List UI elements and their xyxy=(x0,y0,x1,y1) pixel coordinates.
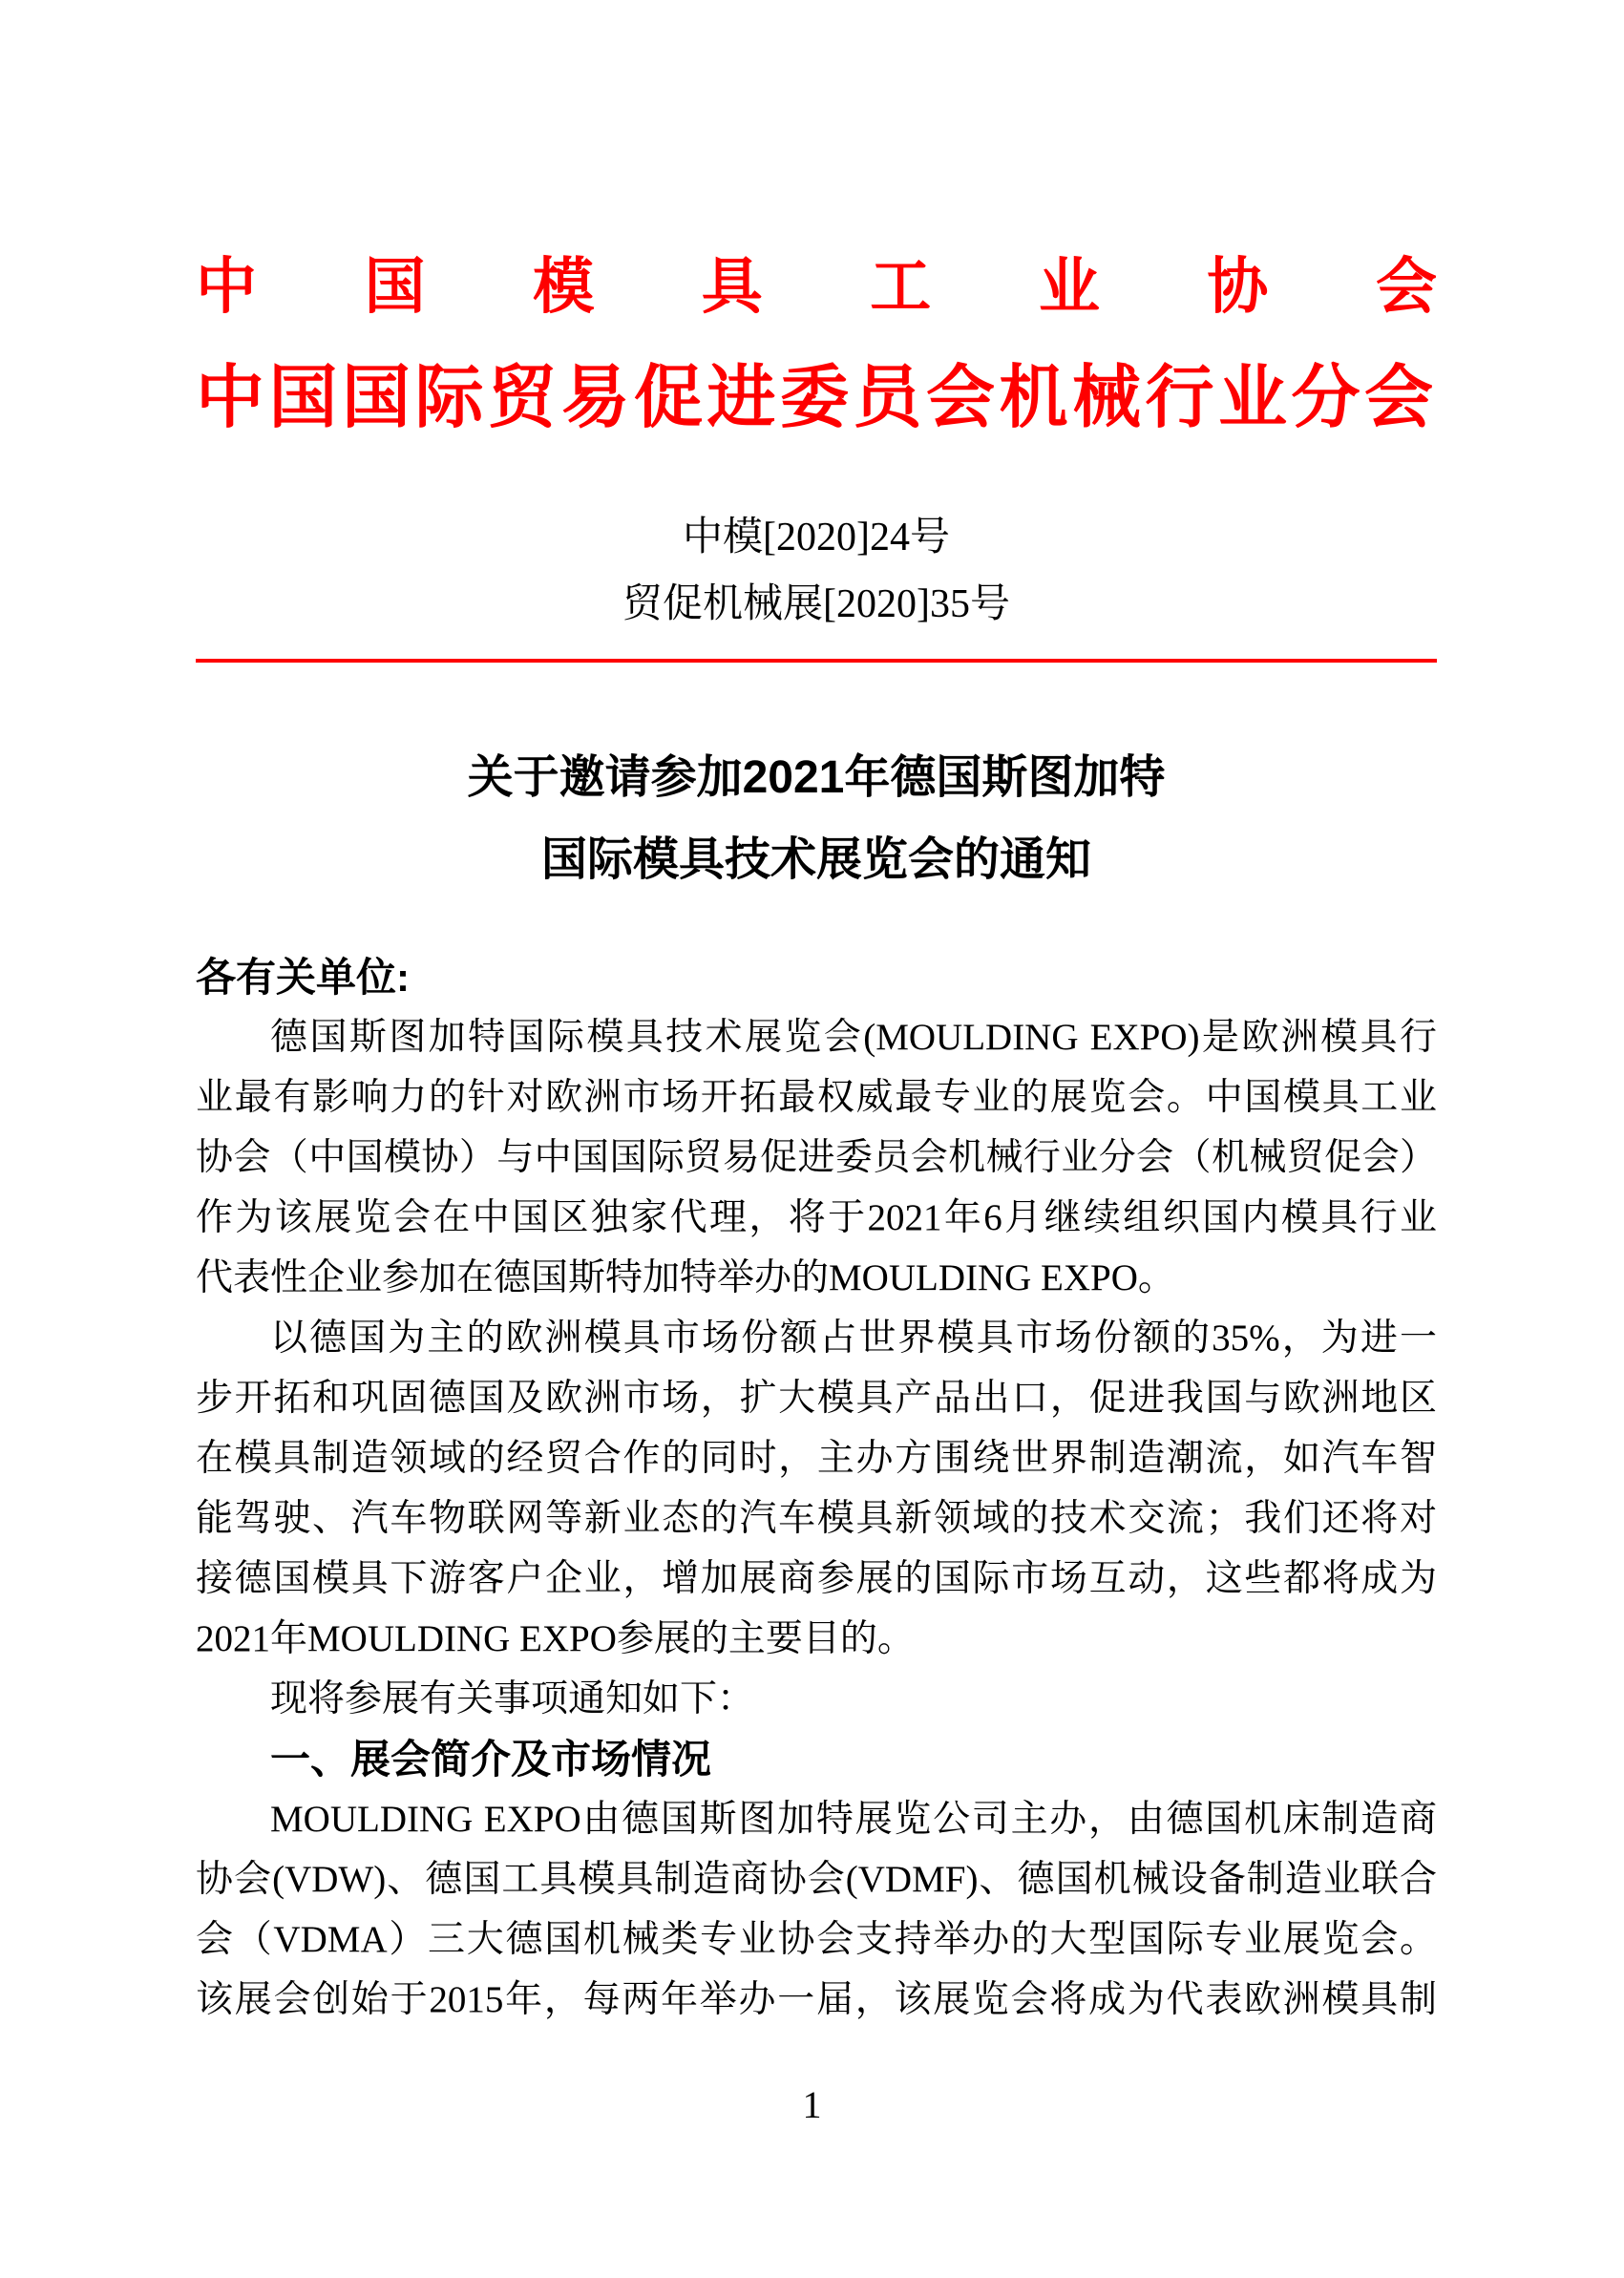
salutation: 各有关单位: xyxy=(196,955,410,1000)
page-number: 1 xyxy=(802,2083,822,2126)
body-line: 接德国模具下游客户企业，增加展商参展的国际市场互动，这些都将成为 xyxy=(196,1558,1437,1599)
body-line: 协会（中国模协）与中国国际贸易促进委员会机械行业分会（机械贸促会） xyxy=(196,1137,1437,1178)
body-line: 作为该展览会在中国区独家代理，将于2021年6月继续组织国内模具行业 xyxy=(196,1197,1437,1238)
body-line: 会（VDMA）三大德国机械类专业协会支持举办的大型国际专业展览会。 xyxy=(196,1919,1437,1960)
title-line-2: 国际模具技术展览会的通知 xyxy=(540,834,1091,885)
doc-number-2: 贸促机械展[2020]35号 xyxy=(622,582,1010,626)
doc-number-1: 中模[2020]24号 xyxy=(683,516,950,559)
body-line: 在模具制造领域的经贸合作的同时，主办方围绕世界制造潮流，如汽车智 xyxy=(196,1438,1437,1479)
letterhead-line-2: 中国国际贸易促进委员会机械行业分会 xyxy=(196,360,1437,436)
document-content xyxy=(196,250,1437,2030)
red-divider-rule xyxy=(196,659,1437,663)
body-line: 代表性企业参加在德国斯特加特举办的MOULDING EXPO。 xyxy=(196,1257,1175,1298)
body-line: 现将参展有关事项通知如下： xyxy=(270,1678,755,1719)
letterhead-line-1: 中 国 模 具 工 业 协 会 xyxy=(196,253,1437,321)
body-line: 步开拓和巩固德国及欧洲市场，扩大模具产品出口，促进我国与欧洲地区 xyxy=(196,1378,1437,1419)
doc-numbers xyxy=(196,504,1437,638)
body-line: 该展会创始于2015年，每两年举办一届，该展览会将成为代表欧洲模具制 xyxy=(196,1979,1437,2020)
section-heading: 一、展会简介及市场情况 xyxy=(270,1737,712,1782)
body-line: 德国斯图加特国际模具技术展览会(MOULDING EXPO)是欧洲模具行 xyxy=(270,1017,1437,1058)
body-line: MOULDING EXPO由德国斯图加特展览公司主办，由德国机床制造商 xyxy=(270,1799,1437,1840)
body-line: 能驾驶、汽车物联网等新业态的汽车模具新领域的技术交流；我们还将对 xyxy=(196,1498,1437,1539)
title-line-1: 关于邀请参加2021年德国斯图加特 xyxy=(467,752,1166,803)
body-line: 业最有影响力的针对欧洲市场开拓最权威最专业的展览会。中国模具工业 xyxy=(196,1077,1437,1118)
document-title xyxy=(196,737,1437,901)
body-line: 协会(VDW)、德国工具模具制造商协会(VDMF)、德国机械设备制造业联合 xyxy=(196,1859,1437,1900)
body-text xyxy=(196,1007,1437,2030)
body-line: 2021年MOULDING EXPO参展的主要目的。 xyxy=(196,1618,915,1659)
body-line: 以德国为主的欧洲模具市场份额占世界模具市场份额的35%，为进一 xyxy=(270,1318,1437,1359)
